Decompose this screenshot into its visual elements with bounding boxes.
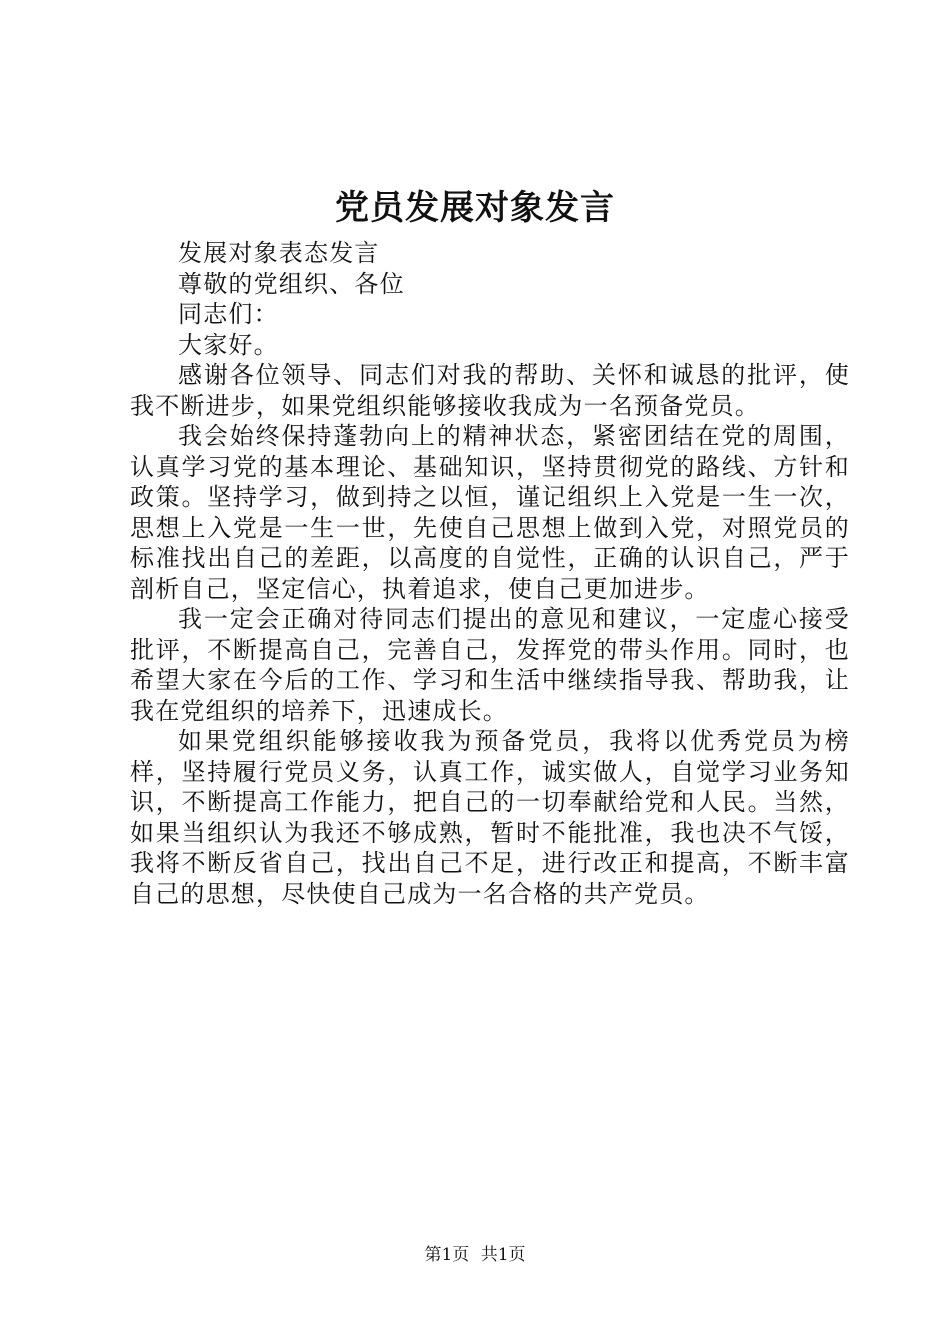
paragraph: 如果党组织能够接收我为预备党员，我将以优秀党员为榜样，坚持履行党员义务，认真工作，诚实做人，自觉学习业务知识，不断提高工作能力，把自己的一切奉献给党和人民。当然，如果当组织认为我还不够成熟，暂时不能批准，我也决不气馁，我将不断反省自己，找出自己不足，进行改正和提高，不断丰富自己的思想，尽快使自己成为一名合格的共产党员。 (130, 727, 850, 908)
paragraph: 发展对象表态发言 (178, 239, 380, 267)
page-total: 共1页 (480, 1245, 526, 1265)
document-body (130, 238, 850, 909)
paragraph: 大家好。 (178, 330, 279, 359)
page-number: 第1页 (424, 1245, 470, 1265)
paragraph: 我一定会正确对待同志们提出的意见和建议，一定虚心接受批评，不断提高自己，完善自己，发挥党的带头作用。同时，也希望大家在今后的工作、学习和生活中继续指导我、帮助我，让我在党组织的培养下，迅速成长。 (130, 605, 850, 725)
paragraph: 我会始终保持蓬勃向上的精神状态，紧密团结在党的周围，认真学习党的基本理论、基础知识，坚持贯彻党的路线、方针和政策。坚持学习，做到持之以恒，谨记组织上入党是一生一次，思想上入党是一生一世，先使自己思想上做到入党，对照党员的标准找出自己的差距，以高度的自觉性，正确的认识自己，严于剖析自己，坚定信心，执着追求，使自己更加进步。 (130, 422, 850, 603)
page-footer (0, 1243, 950, 1267)
paragraph: 同志们： (178, 300, 279, 328)
document-title: 党员发展对象发言 (335, 188, 615, 228)
paragraph: 尊敬的党组织、各位 (178, 269, 405, 298)
paragraph: 感谢各位领导、同志们对我的帮助、关怀和诚恳的批评，使我不断进步，如果党组织能够接收我成为一名预备党员。 (130, 361, 850, 420)
